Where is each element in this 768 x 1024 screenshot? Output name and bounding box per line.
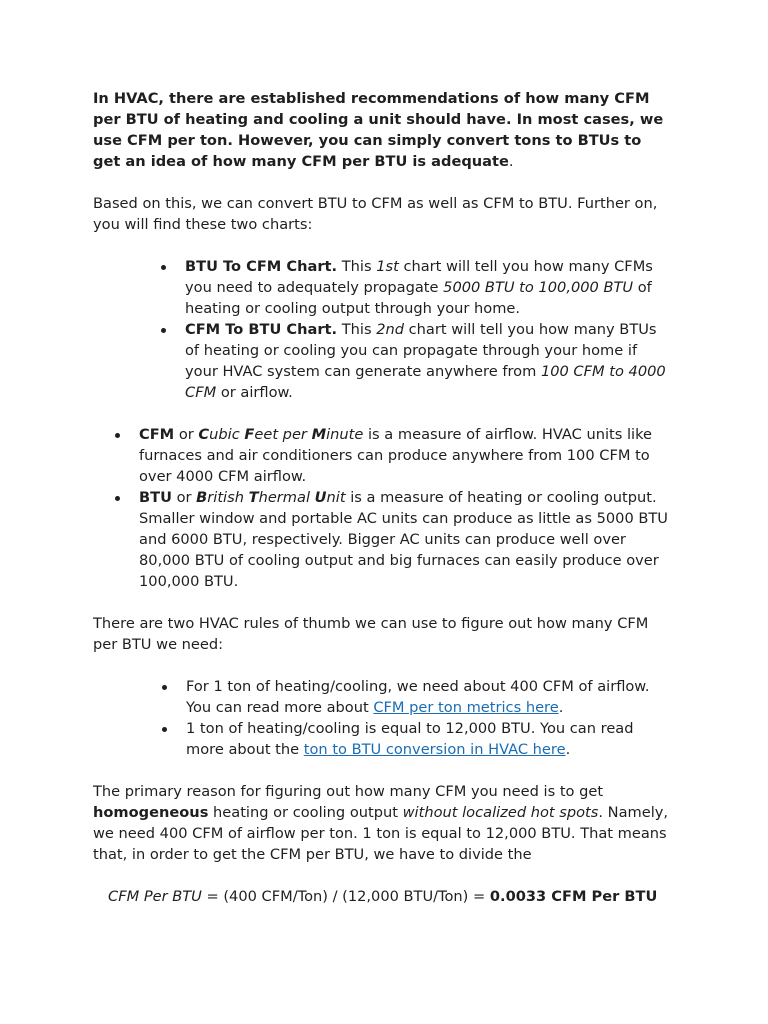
chart-range: 100 CFM to 4000 CFM	[185, 363, 666, 401]
paragraph-rules-intro: There are two HVAC rules of thumb we can use to figure out how many CFM per BTU we need:	[93, 615, 649, 653]
definition-term: BTU	[139, 489, 172, 506]
formula	[93, 886, 673, 907]
list-item: BTU or British Thermal Unit is a measure of heating or cooling output. Smaller window and portable AC units can produce as little as 5000 BTU and 6000 BTU, respectively. Bigger AC units can produce well over 80,000 BTU of cooling output and big furnaces can easily produce over 100,000 BTU.	[139, 487, 673, 592]
intro-text: In HVAC, there are established recommendations of how many CFM per BTU of heating and cooling a unit should have. In most cases, we use CFM per ton. However, you can simply convert tons to BTUs to get an idea of how many CFM per BTU is adequate	[93, 90, 664, 170]
definition-description: is a measure of heating or cooling output. Smaller window and portable AC units can produce as little as 5000 BTU and 6000 BTU, respectively. Bigger AC units can produce well over 80,000 BTU of cooling output and big furnaces can easily produce over 100,000 BTU.	[139, 489, 668, 590]
paragraph-charts-intro: Based on this, we can convert BTU to CFM as well as CFM to BTU. Further on, you will find these two charts:	[93, 195, 658, 233]
cfm-per-ton-link[interactable]: CFM per ton metrics here	[373, 699, 559, 716]
list-item: For 1 ton of heating/cooling, we need about 400 CFM of airflow. You can read more about CFM per ton metrics here.	[186, 676, 673, 718]
list-item: 1 ton of heating/cooling is equal to 12,000 BTU. You can read more about the ton to BTU conversion in HVAC here.	[186, 718, 673, 760]
intro-end: .	[508, 153, 514, 170]
definition-term: CFM	[139, 426, 175, 443]
rules-list	[93, 676, 673, 760]
intro-paragraph	[93, 88, 673, 172]
formula-expression: = (400 CFM/Ton) / (12,000 BTU/Ton) =	[201, 888, 490, 905]
chart-range: 5000 BTU to 100,000 BTU	[443, 279, 634, 296]
list-item: CFM To BTU Chart. This 2nd chart will tell you how many BTUs of heating or cooling you can propagate through your home if your HVAC system can generate anywhere from 100 CFM to 4000 CFM or airflow.	[185, 319, 673, 403]
definitions-list	[93, 424, 673, 592]
formula-result: 0.0033 CFM Per BTU	[489, 888, 658, 905]
ton-to-btu-link[interactable]: ton to BTU conversion in HVAC here	[303, 741, 566, 758]
list-item: BTU To CFM Chart. This 1st chart will tell you how many CFMs you need to adequately propagate 5000 BTU to 100,000 BTU of heating or cooling output through your home.	[185, 256, 673, 319]
chart-title: CFM To BTU Chart.	[185, 321, 338, 338]
chart-ordinal: 1st	[376, 258, 399, 275]
paragraph-primary-reason: The primary reason for figuring out how many CFM you need is to get homogeneous heating or cooling output without localized hot spots. Namely, we need 400 CFM of airflow per ton. 1 ton is equal to 12,000 BTU. That means that, in order to get the CFM per BTU, we have to divide the	[93, 783, 669, 863]
definition-description: is a measure of airflow. HVAC units like furnaces and air conditioners can produce anywhere from 100 CFM to over 4000 CFM airflow.	[139, 426, 652, 485]
chart-ordinal: 2nd	[376, 321, 405, 338]
chart-title: BTU To CFM Chart.	[185, 258, 338, 275]
charts-list	[93, 256, 673, 403]
formula-label: CFM Per BTU	[108, 888, 202, 905]
list-item: CFM or Cubic Feet per Minute is a measure of airflow. HVAC units like furnaces and air conditioners can produce anywhere from 100 CFM to over 4000 CFM airflow.	[139, 424, 673, 487]
document-page	[93, 88, 673, 907]
